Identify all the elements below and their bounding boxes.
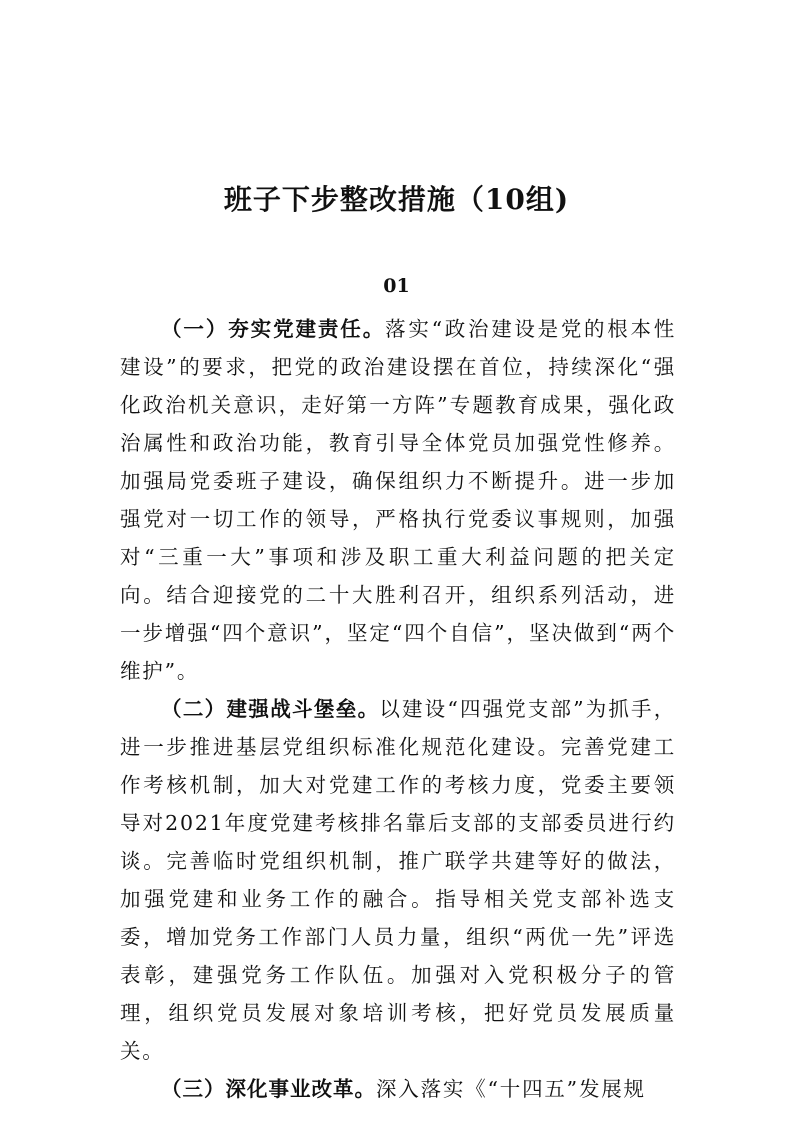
paragraph-2-heading: （二）建强战斗堡垒。 [161, 697, 380, 721]
document-title: 班子下步整改措施（10组) [223, 183, 570, 216]
document-body [120, 310, 676, 1108]
section-number: 01 [383, 275, 410, 297]
paragraph-3-heading: （三）深化事业改革。 [161, 1077, 376, 1101]
paragraph-1-text: 落实“政治建设是党的根本性建设”的要求，把党的政治建设摆在首位，持续深化“强化政治机关意识，走好第一方阵”专题教育成果，强化政治属性和政治功能，教育引导全体党员加强党性修养。加强局党委班子建设，确保组织力不断提升。进一步加强党对一切工作的领导，严格执行党委议事规则，加强对“三重一大”事项和涉及职工重大利益问题的把关定向。结合迎接党的二十大胜利召开，组织系列活动，进一步增强“四个意识”，坚定“四个自信”，坚决做到“两个维护”。 [120, 317, 676, 683]
paragraph-2 [120, 690, 676, 1070]
paragraph-2-text: 以建设“四强党支部”为抓手，进一步推进基层党组织标准化规范化建设。完善党建工作考核机制，加大对党建工作的考核力度，党委主要领导对2021年度党建考核排名靠后支部的支部委员进行约谈。完善临时党组织机制，推广联学共建等好的做法，加强党建和业务工作的融合。指导相关党支部补选支委，增加党务工作部门人员力量，组织“两优一先”评选表彰，建强党务工作队伍。加强对入党积极分子的管理，组织党员发展对象培训考核，把好党员发展质量关。 [120, 697, 676, 1063]
paragraph-3-text: 深入落实《“十四五”发展规 [376, 1077, 646, 1101]
paragraph-1 [120, 310, 676, 690]
paragraph-3 [120, 1070, 676, 1108]
paragraph-1-heading: （一）夯实党建责任。 [161, 317, 386, 341]
